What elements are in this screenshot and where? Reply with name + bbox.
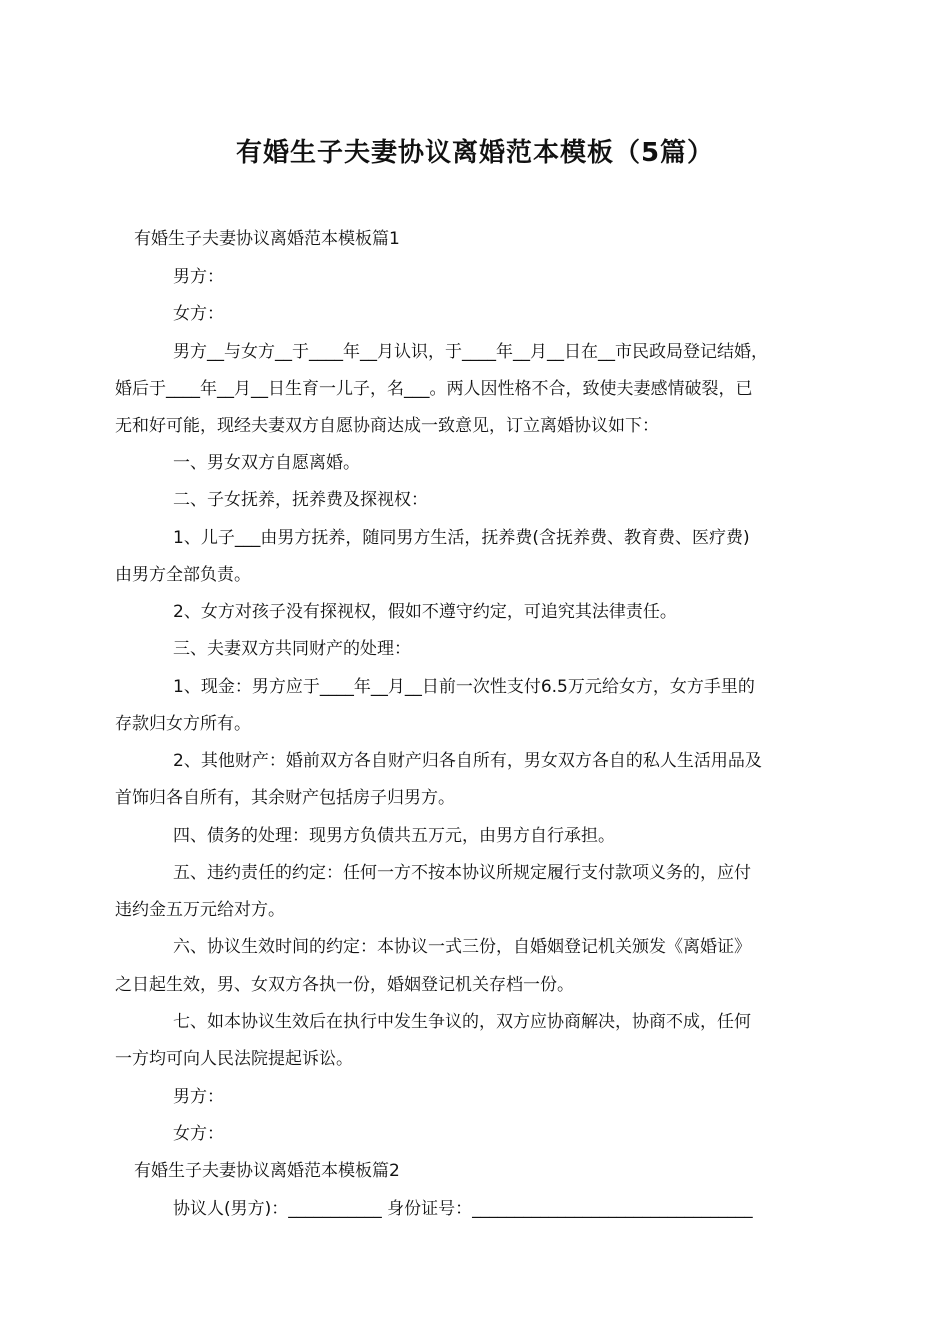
section2-party-line: 协议人(男方)：___________ 身份证号：_________________________________ (173, 1199, 753, 1219)
clause-6-line-2: 之日起生效，男、女双方各执一份，婚姻登记机关存档一份。 (115, 975, 574, 995)
clause-2-1-line-1: 1、儿子___由男方抚养，随同男方生活，抚养费(含抚养费、教育费、医疗费) (173, 528, 750, 548)
clause-4: 四、债务的处理：现男方负债共五万元，由男方自行承担。 (173, 826, 615, 846)
clause-5-line-1: 五、违约责任的约定：任何一方不按本协议所规定履行支付款项义务的，应付 (173, 863, 751, 883)
female-label: 女方： (173, 304, 224, 324)
signature-female: 女方： (173, 1124, 224, 1144)
clause-1: 一、男女双方自愿离婚。 (173, 453, 360, 473)
intro-line-2: 婚后于____年__月__日生育一儿子，名___。两人因性格不合，致使夫妻感情破裂，已 (115, 379, 753, 399)
clause-3-2-line-1: 2、其他财产：婚前双方各自财产归各自所有，男女双方各自的私人生活用品及 (173, 751, 762, 771)
document-title: 有婚生子夫妻协议离婚范本模板（5篇） (235, 138, 715, 168)
intro-line-3: 无和好可能，现经夫妻双方自愿协商达成一致意见，订立离婚协议如下： (115, 416, 659, 436)
clause-3-1-line-2: 存款归女方所有。 (115, 714, 251, 734)
intro-line-1: 男方__与女方__于____年__月认识，于____年__月__日在__市民政局登记结婚， (173, 342, 768, 362)
clause-3: 三、夫妻双方共同财产的处理： (173, 639, 411, 659)
clause-2-2: 2、女方对孩子没有探视权，假如不遵守约定，可追究其法律责任。 (173, 602, 677, 622)
section1-heading: 有婚生子夫妻协议离婚范本模板篇1 (134, 229, 400, 249)
clause-7-line-1: 七、如本协议生效后在执行中发生争议的，双方应协商解决，协商不成，任何 (173, 1012, 751, 1032)
section2-heading: 有婚生子夫妻协议离婚范本模板篇2 (134, 1161, 400, 1181)
clause-3-2-line-2: 首饰归各自所有，其余财产包括房子归男方。 (115, 788, 455, 808)
male-label: 男方： (173, 267, 224, 287)
clause-7-line-2: 一方均可向人民法院提起诉讼。 (115, 1049, 353, 1069)
clause-3-1-line-1: 1、现金：男方应于____年__月__日前一次性支付6.5万元给女方，女方手里的 (173, 677, 755, 697)
clause-2-1-line-2: 由男方全部负责。 (115, 565, 251, 585)
clause-5-line-2: 违约金五万元给对方。 (115, 900, 285, 920)
clause-6-line-1: 六、协议生效时间的约定：本协议一式三份，自婚姻登记机关颁发《离婚证》 (173, 937, 751, 957)
clause-2: 二、子女抚养，抚养费及探视权： (173, 490, 428, 510)
signature-male: 男方： (173, 1087, 224, 1107)
